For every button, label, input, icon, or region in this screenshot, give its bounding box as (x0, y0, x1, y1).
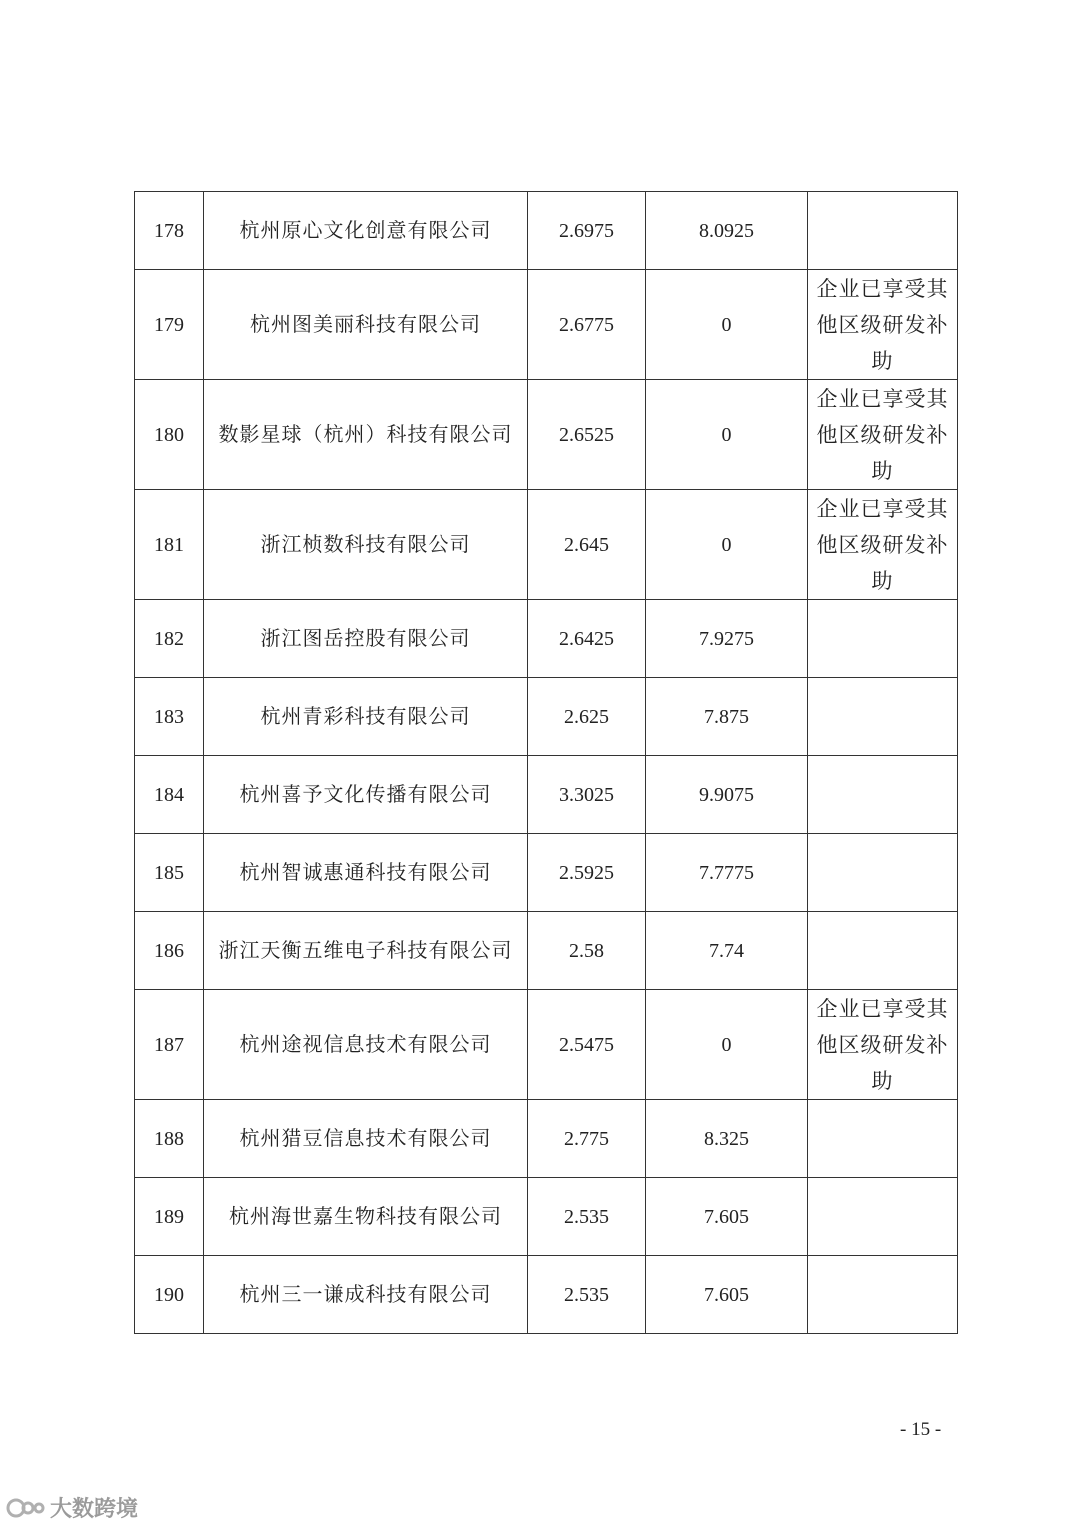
watermark-text: 大数跨境 (50, 1497, 139, 1522)
row-number: 181 (135, 490, 204, 600)
row-number: 189 (135, 1178, 204, 1256)
remark (808, 600, 958, 678)
table-row (135, 1178, 958, 1256)
company-name: 杭州三一谦成科技有限公司 (204, 1256, 528, 1334)
row-number: 178 (135, 192, 204, 270)
value-b: 7.605 (646, 1178, 808, 1256)
company-name: 数影星球（杭州）科技有限公司 (204, 380, 528, 490)
value-a: 2.645 (528, 490, 646, 600)
table-row (135, 270, 958, 380)
table-row (135, 1256, 958, 1334)
value-b: 8.0925 (646, 192, 808, 270)
remark: 企业已享受其他区级研发补助 (808, 380, 958, 490)
company-name: 浙江桢数科技有限公司 (204, 490, 528, 600)
remark (808, 834, 958, 912)
remark: 企业已享受其他区级研发补助 (808, 490, 958, 600)
company-name: 杭州图美丽科技有限公司 (204, 270, 528, 380)
value-a: 2.5925 (528, 834, 646, 912)
remark: 企业已享受其他区级研发补助 (808, 990, 958, 1100)
remark (808, 912, 958, 990)
value-b: 0 (646, 990, 808, 1100)
row-number: 186 (135, 912, 204, 990)
value-a: 3.3025 (528, 756, 646, 834)
value-b: 0 (646, 490, 808, 600)
company-name: 杭州途视信息技术有限公司 (204, 990, 528, 1100)
page-number: - 15 - (900, 1419, 942, 1440)
table-row (135, 192, 958, 270)
subsidy-table (134, 191, 958, 1334)
company-name: 杭州喜予文化传播有限公司 (204, 756, 528, 834)
remark (808, 678, 958, 756)
value-b: 0 (646, 270, 808, 380)
company-name: 杭州海世嘉生物科技有限公司 (204, 1178, 528, 1256)
value-a: 2.775 (528, 1100, 646, 1178)
remark (808, 1256, 958, 1334)
value-a: 2.625 (528, 678, 646, 756)
value-a: 2.535 (528, 1178, 646, 1256)
table-row (135, 912, 958, 990)
table-row (135, 490, 958, 600)
row-number: 187 (135, 990, 204, 1100)
value-b: 7.74 (646, 912, 808, 990)
company-name: 杭州智诚惠通科技有限公司 (204, 834, 528, 912)
company-name: 浙江天衡五维电子科技有限公司 (204, 912, 528, 990)
company-name: 杭州青彩科技有限公司 (204, 678, 528, 756)
remark (808, 1100, 958, 1178)
row-number: 183 (135, 678, 204, 756)
value-b: 7.9275 (646, 600, 808, 678)
row-number: 184 (135, 756, 204, 834)
table-row (135, 834, 958, 912)
row-number: 179 (135, 270, 204, 380)
value-a: 2.5475 (528, 990, 646, 1100)
row-number: 185 (135, 834, 204, 912)
value-b: 7.605 (646, 1256, 808, 1334)
table-row (135, 990, 958, 1100)
value-b: 7.7775 (646, 834, 808, 912)
table-row (135, 678, 958, 756)
company-name: 杭州猎豆信息技术有限公司 (204, 1100, 528, 1178)
remark (808, 192, 958, 270)
row-number: 188 (135, 1100, 204, 1178)
value-a: 2.6775 (528, 270, 646, 380)
watermark-logo-icon (6, 1496, 46, 1520)
value-a: 2.6425 (528, 600, 646, 678)
table-row (135, 1100, 958, 1178)
row-number: 180 (135, 380, 204, 490)
row-number: 182 (135, 600, 204, 678)
value-b: 8.325 (646, 1100, 808, 1178)
row-number: 190 (135, 1256, 204, 1334)
remark (808, 1178, 958, 1256)
table-row (135, 380, 958, 490)
value-a: 2.535 (528, 1256, 646, 1334)
value-b: 7.875 (646, 678, 808, 756)
company-name: 杭州原心文化创意有限公司 (204, 192, 528, 270)
remark (808, 756, 958, 834)
remark: 企业已享受其他区级研发补助 (808, 270, 958, 380)
table-row (135, 756, 958, 834)
value-b: 9.9075 (646, 756, 808, 834)
table-row (135, 600, 958, 678)
watermark (6, 1492, 138, 1523)
company-name: 浙江图岳控股有限公司 (204, 600, 528, 678)
value-a: 2.6975 (528, 192, 646, 270)
value-b: 0 (646, 380, 808, 490)
value-a: 2.6525 (528, 380, 646, 490)
value-a: 2.58 (528, 912, 646, 990)
